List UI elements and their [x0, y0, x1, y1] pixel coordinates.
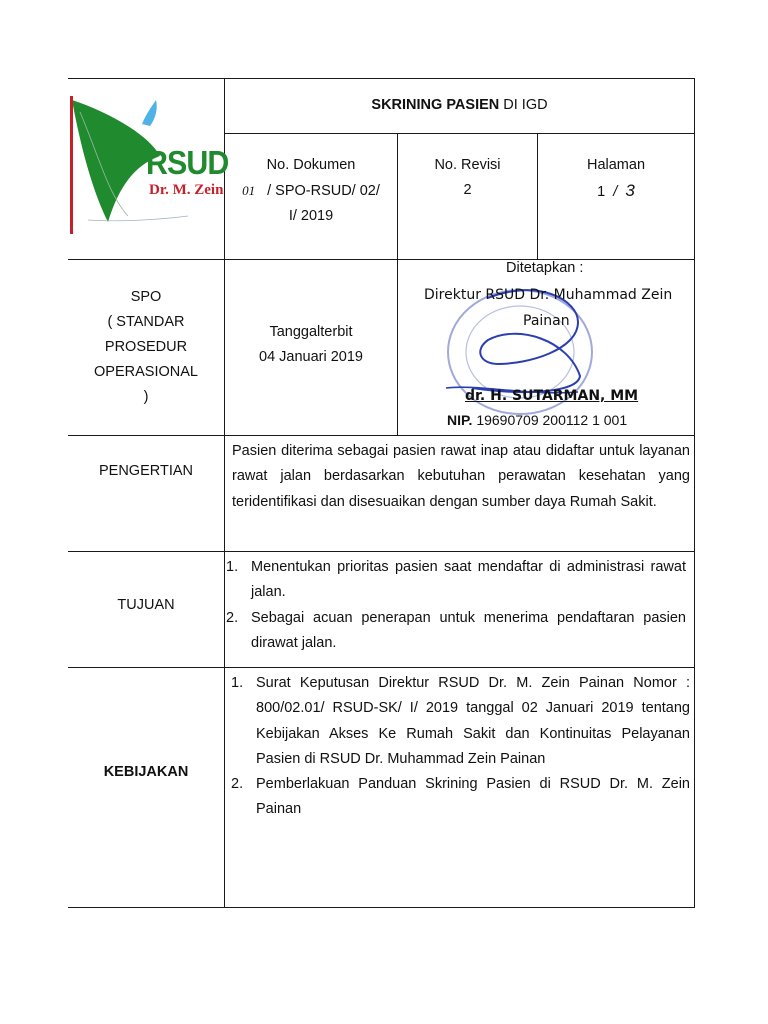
- list-item: [226, 606, 686, 657]
- halaman-cell: [538, 153, 694, 205]
- pengertian-text: Pasien diterima sebagai pasien rawat inap atau didaftar untuk layanan rawat jalan berdasarkan kebutuhan perawatan kesehatan yang teridentifikasi dan disesuaikan dengan sumber daya Rumah Sakit.: [232, 443, 690, 510]
- nip-value: 1969070: [476, 412, 531, 428]
- list-item-text: Sebagai acuan penerapan untuk menerima pendaftaran pasien dirawat jalan.: [251, 609, 686, 651]
- no-revisi-value: 2: [463, 182, 472, 198]
- no-dokumen-value-2: I/ 2019: [288, 208, 334, 224]
- tanggal-value: 04 Januari 2019: [259, 349, 363, 365]
- spo-line5: ): [143, 389, 149, 405]
- no-dokumen-prefix: 01: [242, 183, 256, 198]
- logo-text: RSUD: [146, 144, 229, 181]
- no-dokumen-cell: [225, 153, 397, 229]
- title-row-divider: [225, 133, 695, 134]
- spo-line2: ( STANDAR: [107, 314, 185, 330]
- halaman-current: 1: [597, 184, 606, 200]
- tujuan-list: [226, 555, 686, 656]
- direktur-line1: Direktur RSUD Dr. Muhammad Zein: [424, 287, 673, 303]
- document-title: [225, 78, 694, 133]
- tanggal-cell: [225, 260, 397, 430]
- signatory-name: dr. H. SUTARMAN, MM: [465, 388, 639, 404]
- table-border-right: [694, 78, 695, 908]
- list-item: [231, 671, 690, 772]
- list-item-number: 1.: [231, 675, 244, 691]
- table-border-bottom: [68, 907, 695, 908]
- halaman-separator: /: [613, 184, 618, 200]
- halaman-label: Halaman: [586, 157, 646, 173]
- list-item: [226, 555, 686, 606]
- ditetapkan-label: Ditetapkan :: [506, 260, 584, 276]
- list-item: [231, 772, 690, 823]
- title-bold: SKRINING PASIEN: [371, 97, 500, 113]
- signature-block: [398, 260, 694, 435]
- no-revisi-label: No. Revisi: [434, 157, 501, 173]
- kebijakan-label-text: KEBIJAKAN: [103, 763, 189, 780]
- kebijakan-label: [68, 668, 224, 876]
- direktur-line2: Painan: [523, 313, 570, 329]
- no-dokumen-value: / SPO-RSUD/ 02/: [267, 183, 380, 199]
- pengertian-label: [68, 436, 224, 506]
- list-item-text: Pemberlakuan Panduan Skrining Pasien di RSUD Dr. M. Zein Painan: [256, 776, 690, 818]
- list-item-text: Menentukan prioritas pasien saat mendaftar di administrasi rawat jalan.: [251, 559, 686, 601]
- kebijakan-list: [231, 671, 690, 823]
- title-rest: DI IGD: [499, 97, 548, 113]
- logo-subtext: Dr. M. Zein: [149, 182, 224, 198]
- spo-line3: PROSEDUR: [104, 339, 188, 355]
- pengertian-label-text: PENGERTIAN: [98, 462, 193, 479]
- no-revisi-cell: [398, 153, 537, 203]
- halaman-total: 3: [625, 181, 635, 200]
- spo-label-cell: [68, 260, 224, 435]
- list-item-number: 1.: [226, 559, 239, 575]
- list-item-text: Surat Keputusan Direktur RSUD Dr. M. Zein Painan Nomor : 800/02.01/ RSUD-SK/ I/ 2019 tanggal 02 Januari 2019 tentang Kebijakan Akses Ke Rumah Sakit dan Kontinuitas Pelayanan Pasien di RSUD Dr. Muhammad Zein Painan: [256, 675, 690, 767]
- nip-value-2: 9 200112 1 001: [530, 412, 628, 428]
- spo-line4: OPERASIONAL: [94, 364, 198, 380]
- tujuan-label: [68, 552, 224, 659]
- tujuan-label-text: TUJUAN: [117, 597, 175, 613]
- list-item-number: 2.: [226, 609, 239, 626]
- nip-label: NIP.: [447, 412, 473, 428]
- tanggal-label: Tanggalterbit: [269, 324, 353, 340]
- hospital-logo: [68, 94, 229, 244]
- list-item-number: 2.: [231, 776, 244, 793]
- spo-line1: SPO: [130, 289, 162, 305]
- nip-row: [447, 412, 627, 428]
- no-dokumen-label: No. Dokumen: [266, 157, 356, 173]
